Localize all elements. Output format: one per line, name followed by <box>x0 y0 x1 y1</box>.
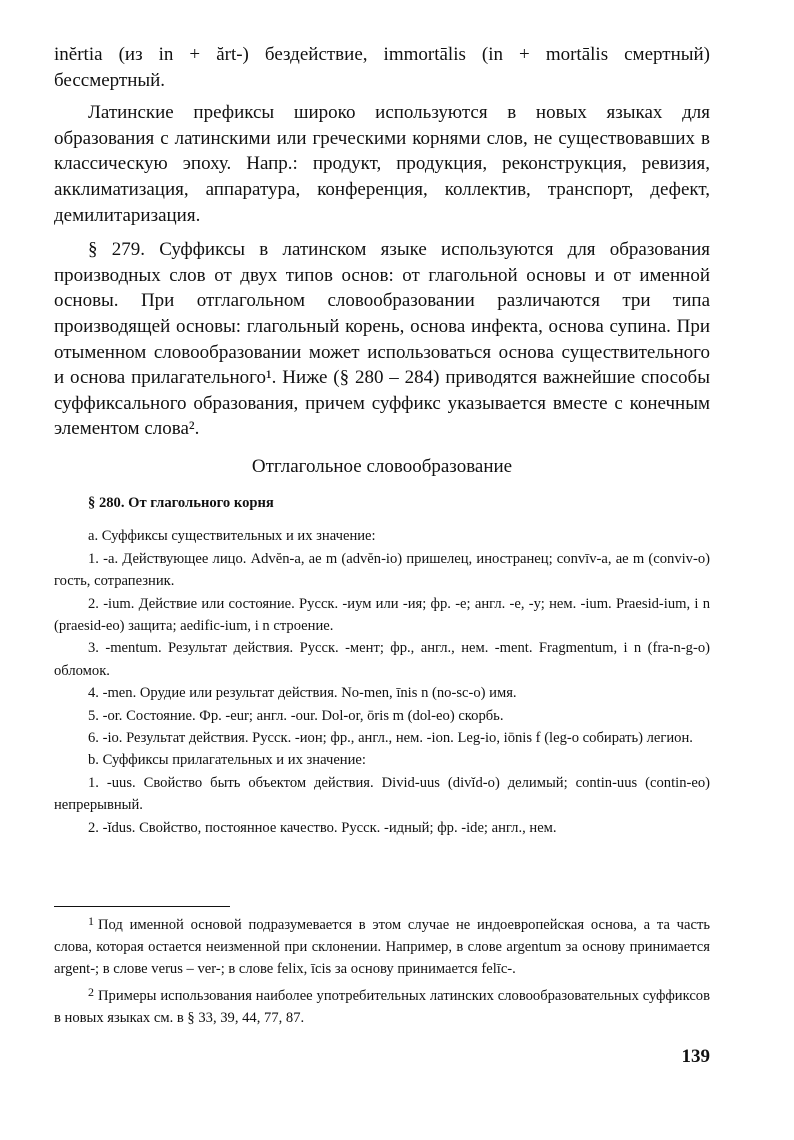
section-title: Отглагольное словообразование <box>251 456 513 477</box>
list-item: 3. -mentum. Результат действия. Русск. -мент; фр., англ., нем. -ment. Fragmentum, i n (fra-n-g-o) обломок. <box>54 640 710 679</box>
footnote-divider <box>54 906 230 907</box>
main-text-top <box>54 42 710 442</box>
footnote-mark: 1 <box>88 914 94 928</box>
footnote-text: Примеры использования наиболее употребительных латинских словообразовательных суффиксов в новых языках см. в § 33, 39, 44, 77, 87. <box>54 987 710 1026</box>
list-item: 6. -io. Результат действия. Русск. -ион; фр., англ., нем. -ion. Leg-io, iōnis f (leg-o собирать) легион. <box>88 730 693 747</box>
page-number: 139 <box>681 1046 710 1067</box>
list-item: 2. -ium. Действие или состояние. Русск. -иум или -ия; фр. -е; англ. -е, -у; нем. -ium. Praesid-ium, i n (praesid-eo) защита; aedific-ium, i n строение. <box>54 595 710 635</box>
subsection-title: § 280. От глагольного корня <box>88 495 274 511</box>
list-item: 1. -a. Действующее лицо. Advĕn-a, ae m (advĕn-io) пришелец, иностранец; convīv-a, ae m (conviv-o) гость, сотрапезник. <box>54 550 710 590</box>
list-item: 2. -ĭdus. Свойство, постоянное качество. Русск. -идный; фр. -ide; англ., нем. <box>88 819 557 836</box>
list-item: 4. -men. Орудие или результат действия. No-men, īnis n (no-sc-o) имя. <box>88 685 517 702</box>
section-280 <box>54 492 710 839</box>
paragraph-prefixes: Латинские префиксы широко используются в новых языках для образования с латинскими или греческими корнями слов, не существовавших в классическую эпоху. Напр.: продукт, продукция, реконструкция, ревизия, акклиматизация, аппаратура, конференция, коллектив, транспорт, дефект, демилитаризация. <box>54 102 710 226</box>
list-item: 5. -or. Состояние. Фр. -eur; англ. -our. Dol-or, ōris m (dol-eo) скорбь. <box>88 707 504 724</box>
footnote-text: Под именной основой подразумевается в этом случае не индоевропейская основа, а та часть слова, которая остается неизменной при склонении. Например, в слове argentum за основу принимается argent-; в слове verus – ver-; в слове felix, īcis за основу принимается felīc-. <box>54 917 710 978</box>
paragraph-279: § 279. Суффиксы в латинском языке используются для образования производных слов от двух типов основ: от глагольной основы и от именной основы. При отглагольном словообразовании различаются три типа производящей основы: глагольный корень, основа инфекта, основа супина. При отыменном словообразовании может использоваться основа существительного и основа прилагательного¹. Ниже (§ 280 – 284) приводятся важнейшие способы суффиксального образования, причем суффикс указывается вместе с конечным элементом слова². <box>54 239 710 440</box>
paragraph-intro: inĕrtia (из in + ărt-) бездействие, immortālis (in + mortālis смертный) бессмертный. <box>54 44 710 91</box>
footnotes <box>54 910 710 1029</box>
list-item: 1. -uus. Свойство быть объектом действия. Divid-uus (divĭd-o) делимый; contin-uus (contin-eo) непрерывный. <box>54 774 710 814</box>
list-a-header: a. Суффиксы существительных и их значение: <box>88 528 376 545</box>
list-b-header: b. Суффиксы прилагательных и их значение: <box>88 752 366 769</box>
footnote-mark: 2 <box>88 984 94 999</box>
footnote-1 <box>54 910 710 981</box>
footnote-2 <box>54 981 710 1029</box>
